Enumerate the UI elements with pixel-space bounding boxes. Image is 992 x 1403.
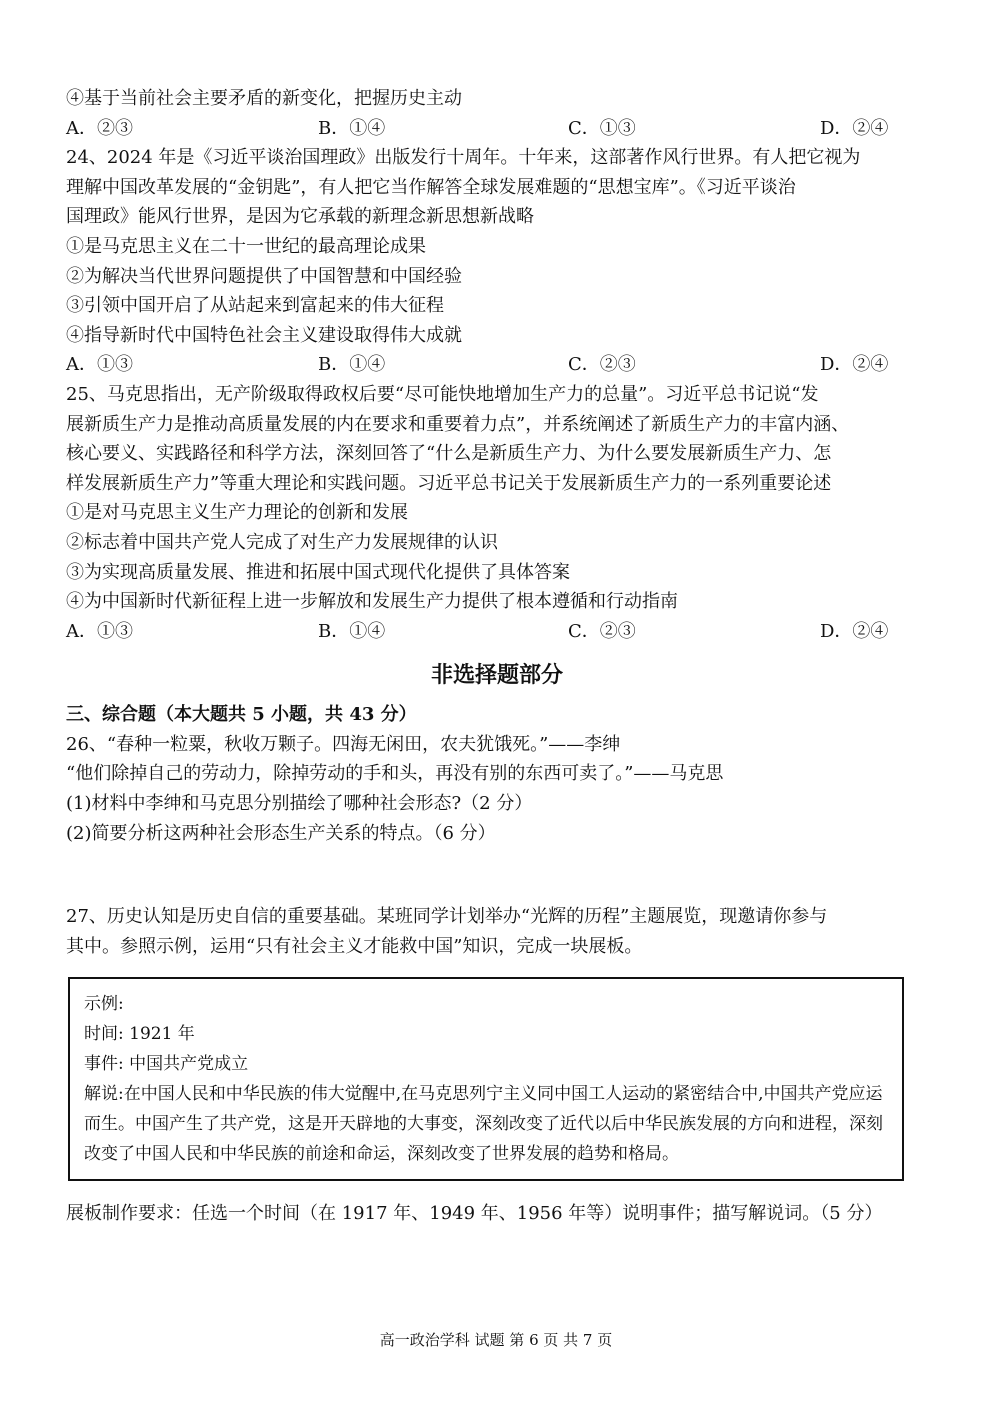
q25-stem-line: 展新质生产力是推动高质量发展的内在要求和重要着力点”，并系统阐述了新质生产力的丰富内涵、 (66, 413, 850, 435)
q25-option-c: C．②③ (568, 620, 636, 642)
q25-options (66, 617, 928, 647)
answer-space (66, 848, 928, 902)
exam-page (66, 84, 928, 1229)
q24-item-4: ④指导新时代中国特色社会主义建设取得伟大成就 (66, 324, 462, 346)
example-time: 时间: 1921 年 (84, 1024, 195, 1045)
q27-stem-line: 其中。参照示例，运用“只有社会主义才能救中国”知识，完成一块展板。 (66, 935, 643, 957)
section-3-heading: 三、综合题（本大题共 5 小题，共 43 分） (66, 704, 417, 726)
q24-item-1: ①是马克思主义在二十一世纪的最高理论成果 (66, 235, 426, 257)
example-explanation: 解说:在中国人民和中华民族的伟大觉醒中,在马克思列宁主义同中国工人运动的紧密结合中,中国共产党应运而生。中国产生了共产党，这是开天辟地的大事变，深刻改变了近代以后中华民族发展的方向和进程，深刻改变了中国人民和中华民族的前途和命运，深刻改变了世界发展的趋势和格局。 (84, 1084, 883, 1165)
example-box (68, 977, 904, 1181)
q26-material-1: 26、“春种一粒粟，秋收万颗子。四海无闲田，农夫犹饿死。”——李绅 (66, 733, 621, 755)
q23-item-4: ④基于当前社会主要矛盾的新变化，把握历史主动 (66, 88, 462, 109)
example-label: 示例: (84, 994, 124, 1015)
section-title: 非选择题部分 (430, 662, 563, 689)
q23-options (66, 114, 928, 144)
q25-item-2: ②标志着中国共产党人完成了对生产力发展规律的认识 (66, 531, 498, 553)
q23-option-c: C．①③ (568, 117, 636, 139)
q24-stem-line: 国理政》能风行世界，是因为它承载的新理念新思想新战略 (66, 206, 534, 228)
q26-material-2: “他们除掉自己的劳动力，除掉劳动的手和头，再没有别的东西可卖了。”——马克思 (66, 763, 724, 785)
q25-stem-line: 样发展新质生产力”等重大理论和实践问题。习近平总书记关于发展新质生产力的一系列重要论述 (66, 472, 832, 494)
q24-option-a: A．①③ (66, 354, 133, 376)
example-event: 事件: 中国共产党成立 (84, 1054, 249, 1075)
q24-stem-line: 理解中国改革发展的“金钥匙”，有人把它当作解答全球发展难题的“思想宝库”。《习近平谈治 (66, 176, 796, 198)
q27-requirement: 展板制作要求：任选一个时间（在 1917 年、1949 年、1956 年等）说明事件；描写解说词。（5 分） (66, 1203, 883, 1225)
q25-stem-line: 25、马克思指出，无产阶级取得政权后要“尽可能快地增加生产力的总量”。习近平总书记说“发 (66, 383, 819, 405)
q26-subquestion-2: (2)简要分析这两种社会形态生产关系的特点。（6 分） (66, 822, 496, 844)
q24-option-d: D．②④ (820, 354, 889, 376)
q23-option-d: D．②④ (820, 117, 889, 139)
q24-item-3: ③引领中国开启了从站起来到富起来的伟大征程 (66, 295, 444, 317)
q25-item-3: ③为实现高质量发展、推进和拓展中国式现代化提供了具体答案 (66, 561, 570, 583)
page-footer: 高一政治学科 试题 第 6 页 共 7 页 (379, 1331, 613, 1349)
q24-options (66, 350, 928, 380)
q23-option-a: A．②③ (66, 117, 133, 139)
q26-subquestion-1: (1)材料中李绅和马克思分别描绘了哪种社会形态?（2 分） (66, 793, 533, 815)
q24-stem-line: 24、2024 年是《习近平谈治国理政》出版发行十周年。十年来，这部著作风行世界。有人把它视为 (66, 147, 861, 169)
q25-item-1: ①是对马克思主义生产力理论的创新和发展 (66, 502, 408, 524)
q25-item-4: ④为中国新时代新征程上进一步解放和发展生产力提供了根本遵循和行动指南 (66, 591, 678, 613)
q24-item-2: ②为解决当代世界问题提供了中国智慧和中国经验 (66, 265, 462, 287)
q27-stem-line: 27、历史认知是历史自信的重要基础。某班同学计划举办“光辉的历程”主题展览，现邀请你参与 (66, 906, 828, 928)
q25-stem-line: 核心要义、实践路径和科学方法，深刻回答了“什么是新质生产力、为什么要发展新质生产力、怎 (66, 443, 832, 465)
q24-option-b: B．①④ (318, 354, 386, 376)
q25-option-d: D．②④ (820, 620, 889, 642)
q25-option-a: A．①③ (66, 620, 133, 642)
q24-option-c: C．②③ (568, 354, 636, 376)
q23-option-b: B．①④ (318, 117, 386, 139)
q25-option-b: B．①④ (318, 620, 386, 642)
